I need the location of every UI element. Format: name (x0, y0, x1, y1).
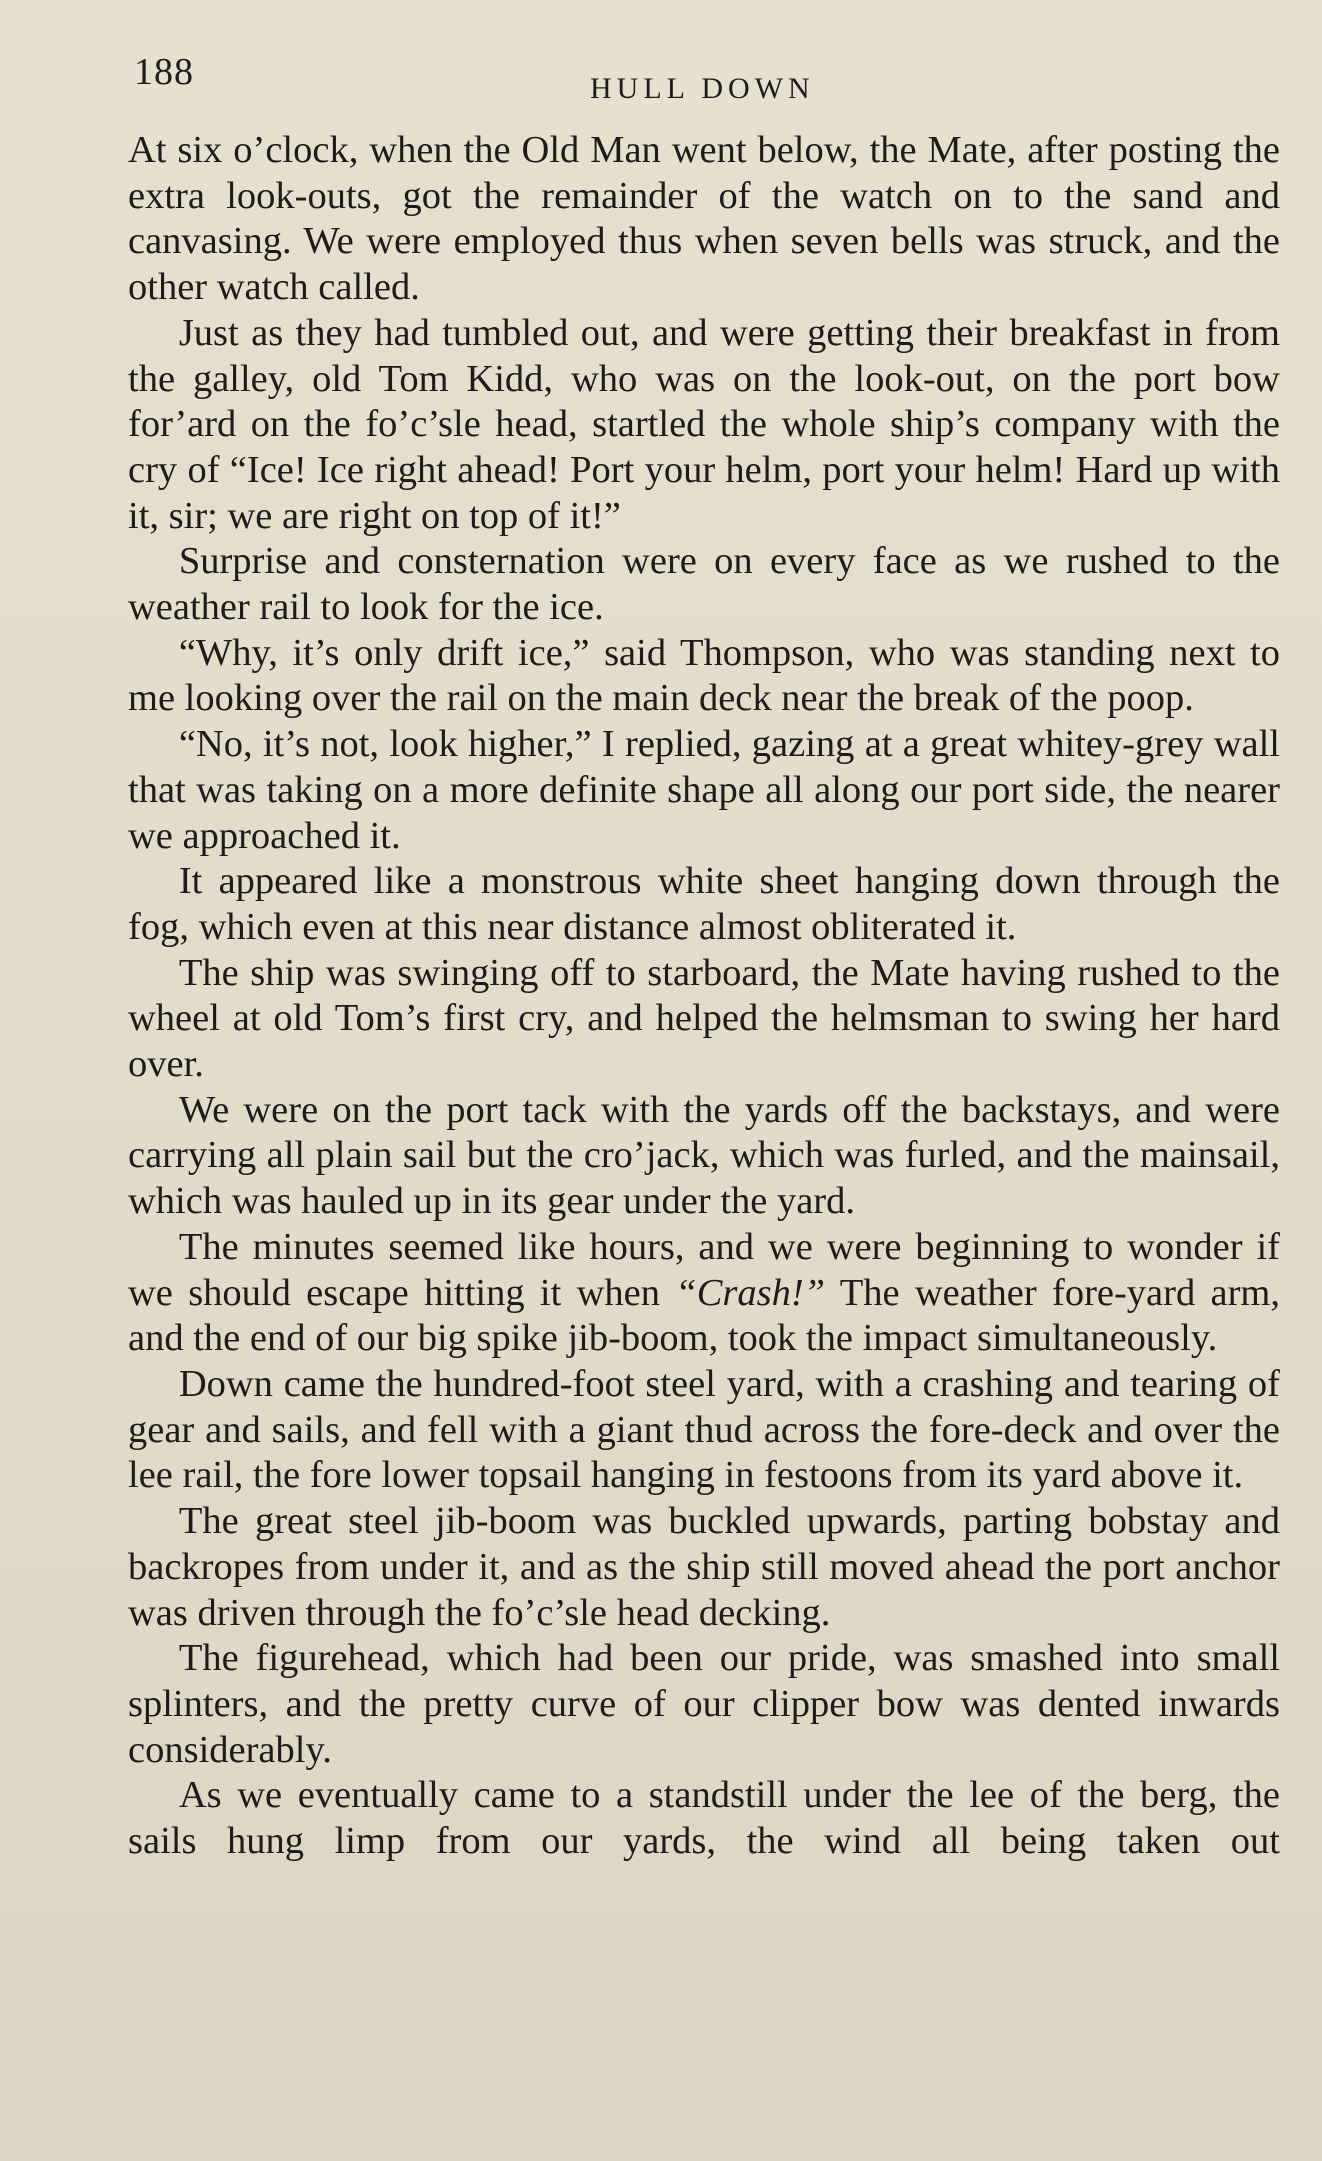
paragraph: As we eventually came to a standstill under the lee of the berg, the sails hung limp from our yards, the wind all being taken out (128, 1774, 1280, 1863)
paragraph: “No, it’s not, look higher,” I replied, gazing at a great whitey-grey wall that was taking on a more definite shape all along our port side, the nearer we approached it. (128, 723, 1280, 857)
paragraph-text: The minutes seemed like hours, and we were beginning to wonder if we should escape hitting it when (128, 1225, 1280, 1314)
paragraph: At six o’clock, when the Old Man went below, the Mate, after posting the extra look-outs, got the remainder of the watch on to the sand and canvasing. We were employed thus when seven bells was struck, and the other watch called. (128, 129, 1280, 309)
paragraph: The ship was swinging off to starboard, the Mate having rushed to the wheel at old Tom’s first cry, and helped the helmsman to swing her hard over. (128, 951, 1280, 1086)
paragraph: Down came the hundred-foot steel yard, with a crashing and tearing of gear and sails, and fell with a giant thud across the fore-deck and over the lee rail, the fore lower topsail hanging in festoons from its yard above it. (128, 1362, 1280, 1497)
paragraph: We were on the port tack with the yards off the backstays, and were carrying all plain sail but the cro’jack, which was furled, and the mainsail, which was hauled up in its gear under the yard. (128, 1088, 1280, 1223)
body-text (128, 128, 1280, 1865)
paragraph: The great steel jib-boom was buckled upwards, parting bobstay and backropes from under it, and as the ship still moved ahead the port anchor was driven through the fo’c’sle head decking. (128, 1500, 1280, 1634)
paragraph (128, 1225, 1280, 1362)
running-head: HULL DOWN (590, 72, 815, 105)
paragraph: “Why, it’s only drift ice,” said Thompson, who was standing next to me looking over the rail on the main deck near the break of the poop. (128, 631, 1280, 720)
page-number: 188 (134, 51, 194, 93)
paragraph: It appeared like a monstrous white sheet hanging down through the fog, which even at this near distance almost obliterated it. (128, 860, 1280, 948)
paragraph: Surprise and consternation were on every face as we rushed to the weather rail to look for the ice. (128, 540, 1280, 629)
paragraph-text: The weather fore-yard arm, and the end of our big spike jib-boom, took the impact simultaneously. (128, 1271, 1280, 1360)
paragraph: The figurehead, which had been our pride, was smashed into small splinters, and the pretty curve of our clipper bow was dented inwards considerably. (128, 1637, 1280, 1771)
crash-exclamation: “Crash!” (675, 1271, 826, 1314)
paragraph: Just as they had tumbled out, and were getting their breakfast in from the galley, old Tom Kidd, who was on the look-out, on the port bow for’ard on the fo’c’sle head, startled the whole ship’s company with the cry of “Ice! Ice right ahead! Port your helm, port your helm! Hard up with it, sir; we are right on top of it!” (128, 311, 1280, 537)
